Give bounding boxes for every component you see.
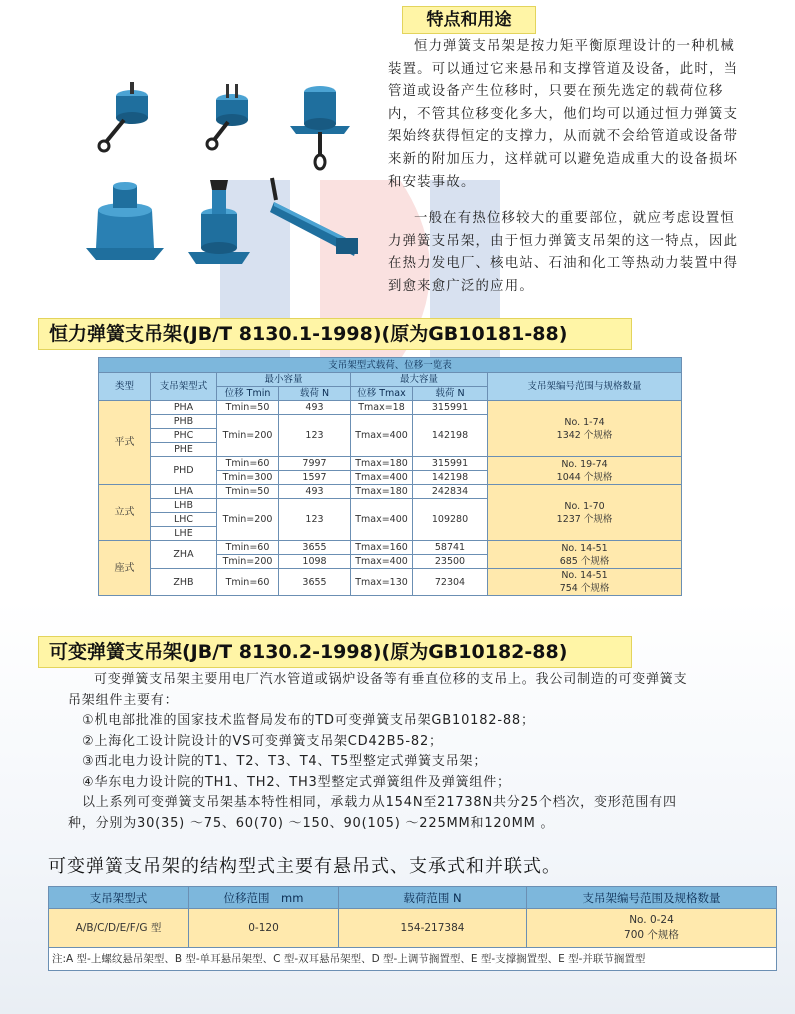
section-variable-hanger-title: 可变弹簧支吊架(JB/T 8130.2-1998)(原为GB10182-88): [38, 636, 632, 668]
product-gallery: [80, 60, 380, 270]
header-type: 类型: [99, 373, 151, 401]
table-row: PHD Tmin=60 7997 Tmax=180 315991 No. 19-74 1044 个规格: [99, 457, 682, 471]
table-row: PHE: [99, 443, 682, 457]
header-spec: 支吊架编号范围与规格数量: [488, 373, 682, 401]
type-cell: 平式: [99, 401, 151, 485]
table-row: Tmin=300 1597 Tmax=400 142198: [99, 471, 682, 485]
header-spec: 支吊架编号范围及规格数量: [527, 887, 777, 909]
spec-cell: No. 1-74 1342 个规格: [488, 401, 682, 457]
features-paragraph-2: 一般在有热位移较大的重要部位，就应考虑设置恒 力弹簧支吊架，由于恒力弹簧支吊架的这一特点，因此 在热力发电厂、核电站、石油和化工等热动力装置中得 到愈来愈广泛的应用。: [388, 211, 739, 294]
table-row: 平式 PHA Tmin=50 493 Tmax=18 315991 No. 1-74 1342 个规格: [99, 401, 682, 415]
table-row: Tmin=200 1098 Tmax=400 23500: [99, 555, 682, 569]
header-max-capacity: 最大容量: [351, 373, 488, 387]
header-displacement: 位移范围 mm: [189, 887, 339, 909]
table-row: LHC: [99, 513, 682, 527]
header-load: 载荷范围 N: [339, 887, 527, 909]
spec-cell: No. 0-24 700 个规格: [527, 909, 777, 948]
header-min-capacity: 最小容量: [217, 373, 351, 387]
section-constant-hanger-title: 恒力弹簧支吊架(JB/T 8130.1-1998)(原为GB10181-88): [38, 318, 632, 350]
header-disp-max: 位移 Tmax: [351, 387, 413, 401]
spec-cell: No. 14-51 685 个规格: [488, 541, 682, 569]
table-row: ZHB Tmin=60 3655 Tmax=130 72304 No. 14-51 754 个规格: [99, 569, 682, 596]
header-load-min: 载荷 N: [279, 387, 351, 401]
features-paragraph-1: 恒力弹簧支吊架是按力矩平衡原理设计的一种机械 装置。可以通过它来悬吊和支撑管道及设备，此时，当 管道或设备产生位移时，只要在预先选定的载荷位移 内，不管其位移变化多大，他们均可以通过恒力弹簧支 架始终获得恒定的支撑力，从而就不会给管道或设备带 来新的附加压力，这样就可以避免造成重大的设备损坏 和安装事故。: [388, 39, 739, 190]
bar-phd-icon: [266, 170, 366, 270]
support-zha-icon: [80, 178, 170, 268]
hanger-phc-icon: [280, 74, 360, 174]
hanger-pha-icon: [90, 76, 170, 156]
table-caption: 支吊架型式载荷、位移一览表: [99, 358, 682, 373]
header-form: 支吊架型式: [151, 373, 217, 401]
table-row: A/B/C/D/E/F/G 型 0-120 154-217384 No. 0-24 700 个规格: [49, 909, 777, 948]
header-disp-min: 位移 Tmin: [217, 387, 279, 401]
support-lha-icon: [184, 174, 254, 270]
spec-cell: No. 19-74 1044 个规格: [488, 457, 682, 485]
table-note: 注:A 型-上螺纹悬吊架型、B 型-单耳悬吊架型、C 型-双耳悬吊架型、D 型-上调节搁置型、E 型-支撑搁置型、E 型-并联节搁置型: [49, 948, 777, 971]
structure-types-title: 可变弹簧支吊架的结构型式主要有悬吊式、支承式和并联式。: [48, 856, 561, 877]
features-heading: 特点和用途: [402, 6, 536, 34]
table-row: PHC: [99, 429, 682, 443]
type-cell: 座式: [99, 541, 151, 596]
table-row: 立式 LHA Tmin=50 493 Tmax=180 242834 No. 1-70 1237 个规格: [99, 485, 682, 499]
constant-hanger-table: [98, 357, 682, 596]
header-load-max: 载荷 N: [413, 387, 488, 401]
table-row: LHB Tmin=200 123 Tmax=400 109280: [99, 499, 682, 513]
spec-cell: No. 1-70 1237 个规格: [488, 485, 682, 541]
variable-hanger-table: [48, 886, 777, 971]
table-row: LHE: [99, 527, 682, 541]
table-row: 座式 ZHA Tmin=60 3655 Tmax=160 58741 No. 14-51 685 个规格: [99, 541, 682, 555]
type-cell: 立式: [99, 485, 151, 541]
spec-cell: No. 14-51 754 个规格: [488, 569, 682, 596]
variable-hanger-text: 可变弹簧支吊架主要用电厂汽水管道或锅炉设备等有垂直位移的支吊上。我公司制造的可变弹簧支 吊架组件主要有： ①机电部批准的国家技术监督局发布的TD可变弹簧支吊架GB10182-88； ②上海化工设计院设计的VS可变弹簧支吊架CD42B5-82； ③西北电力设计院的T1、T2、T3、T4、T5型整定式弹簧支吊架； ④华东电力设计院的TH1、TH2、TH3型整定式弹簧组件及弹簧组件； 以上系列可变弹簧支吊架基本特性相同，承载力从154N至21738N共分25个档次，变形范围有四 种，分别为30(35) ～75、60(70) ～150、90(105) ～225MM和120MM 。: [68, 672, 688, 831]
header-form: 支吊架型式: [49, 887, 189, 909]
table-row: PHB Tmin=200 123 Tmax=400 142198: [99, 415, 682, 429]
hanger-phb-icon: [192, 76, 272, 156]
